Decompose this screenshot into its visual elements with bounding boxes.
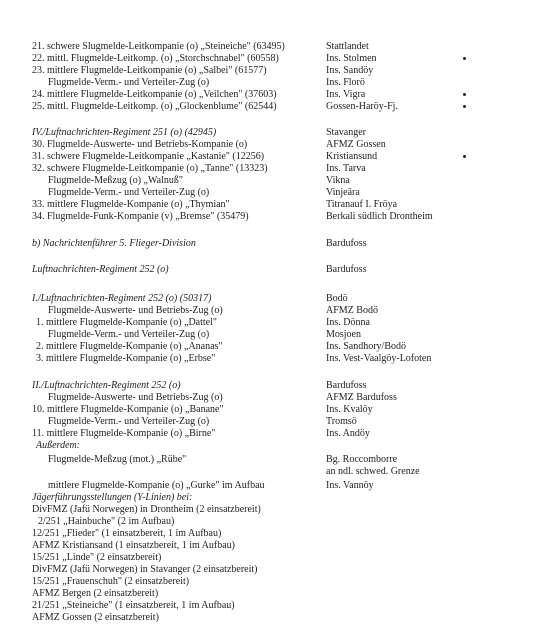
unit-text: 3. mittlere Flugmelde-Kompanie (o) „Erbse" xyxy=(36,353,216,364)
entry-line xyxy=(0,576,534,587)
unit-text: 32. schwere Flugmelde-Leitkompanie (o) „Tanne" (13323) xyxy=(32,163,268,174)
unit-text: AFMZ Gossen (2 einsatzbereit) xyxy=(32,612,159,623)
unit-text: 33. mittlere Flugmelde-Kompanie (o) „Thymian" xyxy=(32,199,230,210)
unit-text: 12/251 „Flieder" (1 einsatzbereit, 1 im Aufbau) xyxy=(32,528,222,539)
unit-text: Flugmelde-Verm.- und Verteiler-Zug (o) xyxy=(48,416,210,427)
unit-text: 15/251 „Frauenschuh" (2 einsatzbereit) xyxy=(32,576,190,587)
location-text: Bodö xyxy=(326,293,348,304)
unit-text: Flugmelde-Verm.- und Verteiler-Zug (o) xyxy=(48,329,210,340)
entry-line xyxy=(0,454,534,465)
location-text: Bardufoss xyxy=(326,238,367,249)
bullet-dot-icon xyxy=(463,93,466,96)
entry-line xyxy=(0,211,534,222)
location-text: Gossen-Haröy-Fj. xyxy=(326,101,398,112)
location-text: Ins. Sandöy xyxy=(326,65,374,76)
unit-text: Außerdem: xyxy=(36,440,81,451)
entry-line xyxy=(0,151,534,162)
entry-line xyxy=(0,540,534,551)
unit-text: 1. mittlere Flugmelde-Kompanie (o) „Dattel" xyxy=(36,317,217,328)
unit-text: 10. mittlere Flugmelde-Kompanie (o) „Banane" xyxy=(32,404,224,415)
entry-line xyxy=(0,504,534,515)
location-text: Kristiansund xyxy=(326,151,378,162)
location-text: Ins. Vannöy xyxy=(326,480,374,491)
bullet-dot-icon xyxy=(463,105,466,108)
section-heading xyxy=(0,380,534,391)
entry-line xyxy=(0,353,534,364)
unit-text: Flugmelde-Meßzug (mot.) „Rübe" xyxy=(48,454,187,465)
location-text: Ins. Sandhory/Bodö xyxy=(326,341,406,352)
unit-text: I./Luftnachrichten-Regiment 252 (o) (50317) xyxy=(32,293,212,304)
entry-line xyxy=(0,552,534,563)
unit-text: 24. mittlere Flugmelde-Leitkompanie (o) „Veilchen" (37603) xyxy=(32,89,277,100)
unit-text: 21/251 „Steineiche" (1 einsatzbereit, 1 im Aufbau) xyxy=(32,600,235,611)
entry-line xyxy=(0,600,534,611)
unit-text: AFMZ Kristiansand (1 einsatzbereit, 1 im Aufbau) xyxy=(32,540,236,551)
entry-line xyxy=(0,101,534,112)
location-text: AFMZ Bodö xyxy=(326,305,378,316)
location-text: Titranauf I. Fröya xyxy=(326,199,398,210)
location-text: Bg. Roccomborre xyxy=(326,454,398,465)
entry-line xyxy=(0,53,534,64)
entry-line xyxy=(0,588,534,599)
entry-line xyxy=(0,564,534,575)
unit-text: IV./Luftnachrichten-Regiment 251 (o) (42945) xyxy=(32,127,217,138)
unit-text: 31. schwere Flugmelde-Leitkompanie „Kastanie" (12256) xyxy=(32,151,265,162)
section-heading xyxy=(0,127,534,138)
location-text: Ins. Stolmen xyxy=(326,53,377,64)
unit-text: II./Luftnachrichten-Regiment 252 (o) xyxy=(32,380,181,391)
entry-line xyxy=(0,175,534,186)
location-text: Ins. Kvalöy xyxy=(326,404,373,415)
entry-line xyxy=(0,77,534,88)
entry-line xyxy=(0,416,534,427)
unit-text: 21. schwere Slugmelde-Leitkompanie (o) „Steineiche" (63495) xyxy=(32,41,285,52)
location-text: Ins. Florö xyxy=(326,77,365,88)
location-text: Berkali südlich Drontheim xyxy=(326,211,433,222)
unit-text: Luftnachrichten-Regiment 252 (o) xyxy=(32,264,169,275)
entry-line xyxy=(0,187,534,198)
unit-text: Flugmelde-Verm.- und Verteiler-Zug (o) xyxy=(48,187,210,198)
entry-line xyxy=(0,392,534,403)
location-text: Ins. Dönna xyxy=(326,317,370,328)
entry-line xyxy=(0,41,534,52)
location-text: AFMZ Bardufoss xyxy=(326,392,397,403)
unit-text: 22. mittl. Flugmelde-Leitkomp. (o) „Storchschnabel" (60558) xyxy=(32,53,279,64)
location-text: Ins. Vigra xyxy=(326,89,366,100)
location-text: Mosjoen xyxy=(326,329,361,340)
unit-text: 15/251 „Linde" (2 einsatzbereit) xyxy=(32,552,162,563)
location-text: Bardufoss xyxy=(326,380,367,391)
bullet-dot-icon xyxy=(463,155,466,158)
entry-line xyxy=(0,612,534,623)
unit-text: AFMZ Bergen (2 einsatzbereit) xyxy=(32,588,159,599)
location-text: Stattlandet xyxy=(326,41,369,52)
entry-line xyxy=(0,404,534,415)
entry-line xyxy=(0,428,534,439)
entry-line xyxy=(0,480,534,491)
entry-line xyxy=(0,341,534,352)
unit-text: mittlere Flugmelde-Kompanie (o) „Gurke" im Aufbau xyxy=(48,480,265,491)
entry-line xyxy=(0,305,534,316)
entry-line xyxy=(0,317,534,328)
location-text: Tromsö xyxy=(326,416,357,427)
location-text: Ins. Vest-Vaalgöy-Lofoten xyxy=(326,353,432,364)
unit-text: 34. Flugmelde-Funk-Kompanie (v) „Bremse" (35479) xyxy=(32,211,249,222)
entry-line xyxy=(0,65,534,76)
unit-text: DivFMZ (Jafü Norwegen) in Drontheim (2 einsatzbereit) xyxy=(32,504,261,515)
section-heading xyxy=(0,238,534,249)
entry-line xyxy=(0,163,534,174)
section-heading xyxy=(0,293,534,304)
unit-text: b) Nachrichtenführer 5. Flieger-Division xyxy=(32,238,196,249)
location-text: Vikna xyxy=(326,175,350,186)
unit-text: Flugmelde-Meßzug (o) „Walnuß" xyxy=(48,175,183,186)
section-heading xyxy=(0,440,534,451)
entry-line xyxy=(0,89,534,100)
entry-line xyxy=(0,528,534,539)
location-text: Bardufoss xyxy=(326,264,367,275)
unit-text: 2. mittlere Flugmelde-Kompanie (o) „Ananas" xyxy=(36,341,223,352)
entry-line xyxy=(0,516,534,527)
location-text: Ins. Tarva xyxy=(326,163,366,174)
unit-text: 2/251 „Hainbuche" (2 im Aufbau) xyxy=(38,516,175,527)
location-text: Vinjeära xyxy=(326,187,360,198)
unit-text: DivFMZ (Jafü Norwegen) in Stavanger (2 einsatzbereit) xyxy=(32,564,258,575)
unit-text: 23. mittlere Flugmelde-Leitkompanie (o) „Salbei" (61577) xyxy=(32,65,267,76)
section-heading xyxy=(0,492,534,503)
location-text: Ins. Andöy xyxy=(326,428,370,439)
unit-text: Jägerführungsstellungen (Y-Linien) bei: xyxy=(32,492,193,503)
location-text: an ndl. schwed. Grenze xyxy=(326,466,420,477)
unit-text: 25. mittl. Flugmelde-Leitkomp. (o) „Glockenblume" (62544) xyxy=(32,101,277,112)
entry-line xyxy=(0,329,534,340)
unit-text: Flugmelde-Auswerte- und Betriebs-Zug (o) xyxy=(48,392,223,403)
bullet-dot-icon xyxy=(463,57,466,60)
section-heading xyxy=(0,264,534,275)
unit-text: 11. mittlere Flugmelde-Kompanie (o) „Birne" xyxy=(32,428,216,439)
entry-line xyxy=(0,466,534,477)
entry-line xyxy=(0,199,534,210)
unit-text: Flugmelde-Verm.- und Verteiler-Zug (o) xyxy=(48,77,210,88)
unit-text: 30. Flugmelde-Auswerte- und Betriebs-Kompanie (o) xyxy=(32,139,248,150)
entry-line xyxy=(0,139,534,150)
location-text: Stavanger xyxy=(326,127,366,138)
unit-text: Flugmelde-Auswerte- und Betriebs-Zug (o) xyxy=(48,305,223,316)
location-text: AFMZ Gossen xyxy=(326,139,386,150)
